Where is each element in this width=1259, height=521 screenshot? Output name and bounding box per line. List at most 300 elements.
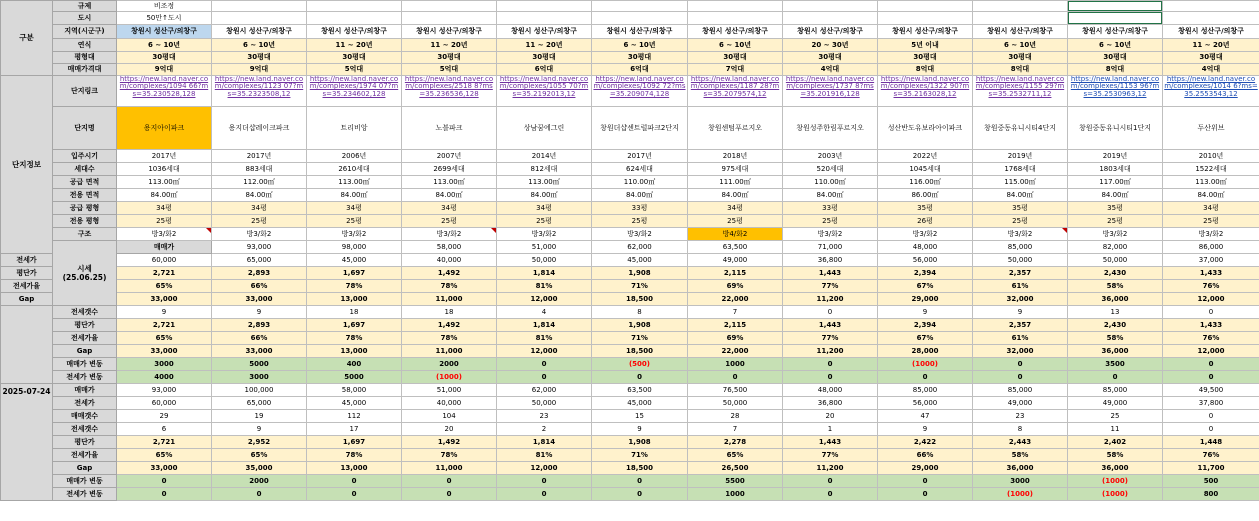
info-cell[interactable]: 25평 — [212, 215, 307, 228]
size-cell[interactable]: 30평대 — [1068, 52, 1163, 64]
date-cell[interactable]: 0 — [497, 475, 592, 488]
market-cell[interactable]: 86,000 — [1163, 241, 1259, 254]
market-cell[interactable]: 77% — [783, 280, 878, 293]
size-cell[interactable]: 30평대 — [212, 52, 307, 64]
date-cell[interactable]: 0 — [783, 488, 878, 501]
info-cell[interactable]: 84.00㎡ — [592, 189, 688, 202]
info-cell[interactable]: 25평 — [783, 215, 878, 228]
age-cell[interactable]: 11 ~ 20년 — [307, 39, 402, 52]
mid-cell[interactable]: 71% — [592, 332, 688, 345]
info-cell[interactable]: 84.00㎡ — [1068, 189, 1163, 202]
mid-cell[interactable]: 0 — [592, 371, 688, 384]
market-cell[interactable]: 71% — [592, 280, 688, 293]
size-cell[interactable]: 30평대 — [878, 52, 973, 64]
date-cell[interactable]: 56,000 — [878, 397, 973, 410]
info-cell[interactable]: 84.00㎡ — [973, 189, 1068, 202]
market-cell[interactable]: 78% — [402, 280, 497, 293]
date-cell[interactable]: 5500 — [688, 475, 783, 488]
date-cell[interactable]: 0 — [212, 488, 307, 501]
info-cell[interactable]: 25평 — [402, 215, 497, 228]
age-cell[interactable]: 6 ~ 10년 — [1068, 39, 1163, 52]
city-cell[interactable] — [973, 12, 1068, 25]
date-cell[interactable]: 85,000 — [1068, 384, 1163, 397]
age-cell[interactable]: 11 ~ 20년 — [497, 39, 592, 52]
market-cell[interactable]: 36,800 — [783, 254, 878, 267]
complex-name[interactable]: 창원센텀푸르지오 — [688, 107, 783, 150]
date-cell[interactable]: 13,000 — [307, 462, 402, 475]
mid-cell[interactable]: 11,000 — [402, 345, 497, 358]
complex-link[interactable]: https://new.land.naver.com/complexes/1055 70?ms=35.2192013,12 — [497, 76, 592, 107]
info-cell[interactable]: 2007년 — [402, 150, 497, 163]
info-cell[interactable]: 25평 — [1068, 215, 1163, 228]
complex-link[interactable]: https://new.land.naver.com/complexes/1092 72?ms=35.209074,128 — [592, 76, 688, 107]
price_band-cell[interactable]: 8억대 — [1068, 64, 1163, 76]
date-cell[interactable]: 47 — [878, 410, 973, 423]
info-cell[interactable]: 2003년 — [783, 150, 878, 163]
market-cell[interactable]: 85,000 — [973, 241, 1068, 254]
regulation-cell[interactable] — [688, 1, 783, 12]
mid-cell[interactable]: 58% — [1068, 332, 1163, 345]
date-cell[interactable]: 11,200 — [783, 462, 878, 475]
market-cell[interactable]: 32,000 — [973, 293, 1068, 306]
date-cell[interactable]: 33,000 — [117, 462, 212, 475]
info-cell[interactable]: 2018년 — [688, 150, 783, 163]
mid-cell[interactable]: 1000 — [688, 358, 783, 371]
info-cell[interactable]: 방3/화2 — [973, 228, 1068, 241]
price_band-cell[interactable]: 8억대 — [973, 64, 1068, 76]
info-cell[interactable]: 34평 — [688, 202, 783, 215]
date-cell[interactable]: 76% — [1163, 449, 1259, 462]
info-cell[interactable]: 86.00㎡ — [878, 189, 973, 202]
size-cell[interactable]: 30평대 — [307, 52, 402, 64]
complex-name[interactable]: 용지아이파크 — [117, 107, 212, 150]
market-cell[interactable]: 2,357 — [973, 267, 1068, 280]
mid-cell[interactable]: 9 — [973, 306, 1068, 319]
date-cell[interactable]: 20 — [783, 410, 878, 423]
mid-cell[interactable]: 3000 — [212, 371, 307, 384]
info-cell[interactable]: 방3/화2 — [1163, 228, 1259, 241]
market-cell[interactable]: 65% — [117, 280, 212, 293]
age-cell[interactable]: 6 ~ 10년 — [592, 39, 688, 52]
info-cell[interactable]: 25평 — [973, 215, 1068, 228]
mid-cell[interactable]: (1000) — [878, 358, 973, 371]
mid-cell[interactable]: 0 — [1163, 371, 1259, 384]
date-cell[interactable]: 77% — [783, 449, 878, 462]
date-cell[interactable]: 36,000 — [973, 462, 1068, 475]
info-cell[interactable]: 방3/화2 — [783, 228, 878, 241]
mid-cell[interactable]: 1,443 — [783, 319, 878, 332]
date-cell[interactable]: (1000) — [1068, 488, 1163, 501]
market-cell[interactable]: 66% — [212, 280, 307, 293]
mid-cell[interactable]: 11,200 — [783, 345, 878, 358]
market-cell[interactable]: 1,433 — [1163, 267, 1259, 280]
mid-cell[interactable]: 3000 — [117, 358, 212, 371]
date-cell[interactable]: 0 — [878, 475, 973, 488]
info-cell[interactable]: 25평 — [592, 215, 688, 228]
market-cell[interactable]: 2,430 — [1068, 267, 1163, 280]
date-cell[interactable]: 58% — [973, 449, 1068, 462]
mid-cell[interactable]: 1,492 — [402, 319, 497, 332]
regulation-cell[interactable] — [783, 1, 878, 12]
market-cell[interactable]: 36,000 — [1068, 293, 1163, 306]
price_band-cell[interactable]: 4억대 — [1163, 64, 1259, 76]
market-cell[interactable]: 12,000 — [1163, 293, 1259, 306]
date-cell[interactable]: 65,000 — [212, 397, 307, 410]
date-cell[interactable]: 17 — [307, 423, 402, 436]
date-cell[interactable]: 0 — [307, 475, 402, 488]
mid-cell[interactable]: 2,115 — [688, 319, 783, 332]
info-cell[interactable]: 111.00㎡ — [688, 176, 783, 189]
mid-cell[interactable]: 2,893 — [212, 319, 307, 332]
mid-cell[interactable]: 3500 — [1068, 358, 1163, 371]
date-cell[interactable]: 93,000 — [117, 384, 212, 397]
age-cell[interactable]: 20 ~ 30년 — [783, 39, 878, 52]
regulation-cell[interactable] — [307, 1, 402, 12]
date-cell[interactable]: 2,952 — [212, 436, 307, 449]
info-cell[interactable]: 113.00㎡ — [117, 176, 212, 189]
date-cell[interactable]: 0 — [878, 488, 973, 501]
date-cell[interactable]: 9 — [212, 423, 307, 436]
date-cell[interactable]: 60,000 — [117, 397, 212, 410]
date-cell[interactable]: 1,697 — [307, 436, 402, 449]
region-cell[interactable]: 창원시 성산구/의창구 — [688, 25, 783, 39]
date-cell[interactable]: 0 — [1163, 423, 1259, 436]
date-cell[interactable]: 36,800 — [783, 397, 878, 410]
info-cell[interactable]: 975세대 — [688, 163, 783, 176]
age-cell[interactable]: 6 ~ 10년 — [212, 39, 307, 52]
complex-link[interactable]: https://new.land.naver.com/complexes/1187 28?ms=35.2079574,12 — [688, 76, 783, 107]
mid-cell[interactable]: 78% — [307, 332, 402, 345]
info-cell[interactable]: 1803세대 — [1068, 163, 1163, 176]
complex-link[interactable]: https://new.land.naver.com/complexes/1014 6?ms=35.2553543,12 — [1163, 76, 1259, 107]
date-cell[interactable]: 0 — [307, 488, 402, 501]
info-cell[interactable]: 25평 — [1163, 215, 1259, 228]
market-cell[interactable]: 63,500 — [688, 241, 783, 254]
mid-cell[interactable]: 0 — [497, 358, 592, 371]
date-cell[interactable]: 0 — [117, 475, 212, 488]
age-cell[interactable]: 6 ~ 10년 — [117, 39, 212, 52]
market-cell[interactable]: 37,000 — [1163, 254, 1259, 267]
complex-name[interactable]: 창원성주한림푸르지오 — [783, 107, 878, 150]
date-cell[interactable]: 11 — [1068, 423, 1163, 436]
date-cell[interactable]: 18,500 — [592, 462, 688, 475]
mid-cell[interactable]: 8 — [592, 306, 688, 319]
mid-cell[interactable]: 18,500 — [592, 345, 688, 358]
city-cell[interactable] — [688, 12, 783, 25]
date-cell[interactable]: 49,500 — [1163, 384, 1259, 397]
info-cell[interactable]: 34평 — [402, 202, 497, 215]
info-cell[interactable]: 1045세대 — [878, 163, 973, 176]
date-cell[interactable]: 28 — [688, 410, 783, 423]
info-cell[interactable]: 84.00㎡ — [117, 189, 212, 202]
info-cell[interactable]: 2022년 — [878, 150, 973, 163]
regulation-cell[interactable] — [402, 1, 497, 12]
price_band-cell[interactable]: 9억대 — [212, 64, 307, 76]
market-cell[interactable]: 1,697 — [307, 267, 402, 280]
date-cell[interactable]: 1,492 — [402, 436, 497, 449]
info-cell[interactable]: 2006년 — [307, 150, 402, 163]
region-cell[interactable]: 창원시 성산구/의창구 — [212, 25, 307, 39]
complex-name[interactable]: 트리비앙 — [307, 107, 402, 150]
info-cell[interactable]: 방3/화2 — [878, 228, 973, 241]
date-cell[interactable]: 2,402 — [1068, 436, 1163, 449]
info-cell[interactable]: 113.00㎡ — [307, 176, 402, 189]
date-cell[interactable]: 35,000 — [212, 462, 307, 475]
date-cell[interactable]: 1 — [783, 423, 878, 436]
complex-link[interactable]: https://new.land.naver.com/complexes/1322 90?ms=35.2163028,12 — [878, 76, 973, 107]
info-cell[interactable]: 25평 — [688, 215, 783, 228]
info-cell[interactable]: 26평 — [878, 215, 973, 228]
info-cell[interactable]: 2017년 — [592, 150, 688, 163]
market-cell[interactable]: 58,000 — [402, 241, 497, 254]
age-cell[interactable]: 6 ~ 10년 — [688, 39, 783, 52]
date-cell[interactable]: 62,000 — [497, 384, 592, 397]
info-cell[interactable]: 2699세대 — [402, 163, 497, 176]
market-cell[interactable]: 60,000 — [117, 254, 212, 267]
market-cell[interactable]: 71,000 — [783, 241, 878, 254]
market-cell[interactable]: 2,721 — [117, 267, 212, 280]
info-cell[interactable]: 2017년 — [212, 150, 307, 163]
market-cell[interactable]: 81% — [497, 280, 592, 293]
mid-cell[interactable]: 9 — [212, 306, 307, 319]
info-cell[interactable]: 2019년 — [1068, 150, 1163, 163]
date-cell[interactable]: 8 — [973, 423, 1068, 436]
date-cell[interactable]: 0 — [592, 475, 688, 488]
complex-link[interactable]: https://new.land.naver.com/complexes/1153 96?ms=35.2530963,12 — [1068, 76, 1163, 107]
date-cell[interactable]: 2 — [497, 423, 592, 436]
market-cell[interactable]: 78% — [307, 280, 402, 293]
market-cell[interactable]: 11,200 — [783, 293, 878, 306]
info-cell[interactable]: 1768세대 — [973, 163, 1068, 176]
price_band-cell[interactable]: 9억대 — [117, 64, 212, 76]
mid-cell[interactable]: 33,000 — [212, 345, 307, 358]
market-cell[interactable]: 82,000 — [1068, 241, 1163, 254]
market-cell[interactable]: 50,000 — [497, 254, 592, 267]
market-cell[interactable]: 2,394 — [878, 267, 973, 280]
date-cell[interactable]: 100,000 — [212, 384, 307, 397]
price_band-cell[interactable]: 7억대 — [688, 64, 783, 76]
market-cell[interactable]: 48,000 — [878, 241, 973, 254]
mid-cell[interactable]: 0 — [878, 371, 973, 384]
date-cell[interactable]: 9 — [592, 423, 688, 436]
mid-cell[interactable]: 33,000 — [117, 345, 212, 358]
date-cell[interactable]: 2,422 — [878, 436, 973, 449]
info-cell[interactable]: 방3/화2 — [497, 228, 592, 241]
date-cell[interactable]: 36,000 — [1068, 462, 1163, 475]
market-cell[interactable]: 1,908 — [592, 267, 688, 280]
info-cell[interactable]: 84.00㎡ — [497, 189, 592, 202]
mid-cell[interactable]: 9 — [878, 306, 973, 319]
info-cell[interactable]: 84.00㎡ — [1163, 189, 1259, 202]
mid-cell[interactable]: 2,357 — [973, 319, 1068, 332]
mid-cell[interactable]: 2000 — [402, 358, 497, 371]
market-cell[interactable]: 2,893 — [212, 267, 307, 280]
size-cell[interactable]: 30평대 — [1163, 52, 1259, 64]
mid-cell[interactable]: 0 — [783, 371, 878, 384]
regulation-cell[interactable] — [973, 1, 1068, 12]
city-cell[interactable] — [307, 12, 402, 25]
info-cell[interactable]: 34평 — [212, 202, 307, 215]
market-cell[interactable]: 33,000 — [117, 293, 212, 306]
info-cell[interactable]: 84.00㎡ — [783, 189, 878, 202]
date-cell[interactable]: 20 — [402, 423, 497, 436]
mid-cell[interactable]: (1000) — [402, 371, 497, 384]
info-cell[interactable]: 624세대 — [592, 163, 688, 176]
date-cell[interactable]: 76,500 — [688, 384, 783, 397]
info-cell[interactable]: 84.00㎡ — [688, 189, 783, 202]
mid-cell[interactable]: 4 — [497, 306, 592, 319]
info-cell[interactable]: 1522세대 — [1163, 163, 1259, 176]
date-cell[interactable]: 11,700 — [1163, 462, 1259, 475]
info-cell[interactable]: 520세대 — [783, 163, 878, 176]
info-cell[interactable]: 35평 — [1068, 202, 1163, 215]
info-cell[interactable]: 117.00㎡ — [1068, 176, 1163, 189]
date-cell[interactable]: 112 — [307, 410, 402, 423]
mid-cell[interactable]: 66% — [212, 332, 307, 345]
info-cell[interactable]: 110.00㎡ — [783, 176, 878, 189]
date-cell[interactable]: 2,278 — [688, 436, 783, 449]
complex-link[interactable]: https://new.land.naver.com/complexes/1123 07?ms=35.2323508,12 — [212, 76, 307, 107]
date-cell[interactable]: 0 — [402, 475, 497, 488]
date-cell[interactable]: 0 — [497, 488, 592, 501]
info-cell[interactable]: 방4/화2 — [688, 228, 783, 241]
info-cell[interactable]: 34평 — [307, 202, 402, 215]
mid-cell[interactable]: 2,430 — [1068, 319, 1163, 332]
mid-cell[interactable]: 67% — [878, 332, 973, 345]
date-cell[interactable]: 25 — [1068, 410, 1163, 423]
mid-cell[interactable]: 28,000 — [878, 345, 973, 358]
date-cell[interactable]: 2,443 — [973, 436, 1068, 449]
info-cell[interactable]: 84.00㎡ — [212, 189, 307, 202]
date-cell[interactable]: 48,000 — [783, 384, 878, 397]
market-cell[interactable]: 98,000 — [307, 241, 402, 254]
mid-cell[interactable]: 0 — [1068, 371, 1163, 384]
market-cell[interactable]: 62,000 — [592, 241, 688, 254]
complex-name[interactable]: 노블파크 — [402, 107, 497, 150]
date-cell[interactable]: 50,000 — [688, 397, 783, 410]
date-cell[interactable]: 0 — [1163, 410, 1259, 423]
market-cell[interactable]: 50,000 — [973, 254, 1068, 267]
mid-cell[interactable]: 400 — [307, 358, 402, 371]
mid-cell[interactable]: 0 — [497, 371, 592, 384]
market-cell[interactable]: 1,492 — [402, 267, 497, 280]
mid-cell[interactable]: 5000 — [212, 358, 307, 371]
info-cell[interactable]: 84.00㎡ — [307, 189, 402, 202]
mid-cell[interactable]: 1,908 — [592, 319, 688, 332]
market-cell[interactable]: 51,000 — [497, 241, 592, 254]
mid-cell[interactable]: 0 — [783, 306, 878, 319]
info-cell[interactable]: 2010년 — [1163, 150, 1259, 163]
mid-cell[interactable]: 0 — [1163, 306, 1259, 319]
date-cell[interactable]: 0 — [592, 488, 688, 501]
age-cell[interactable]: 11 ~ 20년 — [402, 39, 497, 52]
date-cell[interactable]: 6 — [117, 423, 212, 436]
date-cell[interactable]: 1,448 — [1163, 436, 1259, 449]
mid-cell[interactable]: 76% — [1163, 332, 1259, 345]
price_band-cell[interactable]: 8억대 — [878, 64, 973, 76]
market-cell[interactable]: 18,500 — [592, 293, 688, 306]
age-cell[interactable]: 6 ~ 10년 — [973, 39, 1068, 52]
mid-cell[interactable]: 78% — [402, 332, 497, 345]
mid-cell[interactable]: 18 — [307, 306, 402, 319]
complex-link[interactable]: https://new.land.naver.com/complexes/1737 8?ms=35.201916,128 — [783, 76, 878, 107]
market-cell[interactable]: 1,443 — [783, 267, 878, 280]
info-cell[interactable]: 방3/화2 — [1068, 228, 1163, 241]
mid-cell[interactable]: (500) — [592, 358, 688, 371]
size-cell[interactable]: 30평대 — [783, 52, 878, 64]
date-cell[interactable]: 104 — [402, 410, 497, 423]
date-cell[interactable]: 49,000 — [973, 397, 1068, 410]
regulation-cell[interactable]: 비조정 — [117, 1, 212, 12]
city-cell[interactable] — [212, 12, 307, 25]
info-cell[interactable]: 방3/화2 — [117, 228, 212, 241]
info-cell[interactable]: 1036세대 — [117, 163, 212, 176]
market-cell[interactable]: 50,000 — [1068, 254, 1163, 267]
date-cell[interactable]: (1000) — [1068, 475, 1163, 488]
market-cell[interactable]: 40,000 — [402, 254, 497, 267]
mid-cell[interactable]: 2,394 — [878, 319, 973, 332]
date-cell[interactable]: 65% — [212, 449, 307, 462]
date-cell[interactable]: 65% — [117, 449, 212, 462]
date-cell[interactable]: 11,000 — [402, 462, 497, 475]
market-cell[interactable]: 1,814 — [497, 267, 592, 280]
info-cell[interactable]: 2019년 — [973, 150, 1068, 163]
date-cell[interactable]: 15 — [592, 410, 688, 423]
market-cell[interactable]: 45,000 — [307, 254, 402, 267]
mid-cell[interactable]: 13,000 — [307, 345, 402, 358]
region-cell[interactable]: 창원시 성산구/의창구 — [783, 25, 878, 39]
complex-link[interactable]: https://new.land.naver.com/complexes/1974 07?ms=35.234602,128 — [307, 76, 402, 107]
price_band-cell[interactable]: 5억대 — [307, 64, 402, 76]
price_band-cell[interactable]: 4억대 — [783, 64, 878, 76]
age-cell[interactable]: 11 ~ 20년 — [1163, 39, 1259, 52]
age-cell[interactable]: 5년 이내 — [878, 39, 973, 52]
info-cell[interactable]: 110.00㎡ — [592, 176, 688, 189]
mid-cell[interactable]: 32,000 — [973, 345, 1068, 358]
mid-cell[interactable]: 0 — [1163, 358, 1259, 371]
info-cell[interactable]: 112.00㎡ — [212, 176, 307, 189]
date-cell[interactable]: 45,000 — [307, 397, 402, 410]
mid-cell[interactable]: 81% — [497, 332, 592, 345]
date-cell[interactable]: 23 — [973, 410, 1068, 423]
mid-cell[interactable]: 0 — [783, 358, 878, 371]
region-cell[interactable]: 창원시 성산구/의창구 — [592, 25, 688, 39]
date-cell[interactable]: 81% — [497, 449, 592, 462]
date-cell[interactable]: 49,000 — [1068, 397, 1163, 410]
date-cell[interactable]: 12,000 — [497, 462, 592, 475]
market-cell[interactable]: 11,000 — [402, 293, 497, 306]
info-cell[interactable]: 2610세대 — [307, 163, 402, 176]
info-cell[interactable]: 2017년 — [117, 150, 212, 163]
date-cell[interactable]: 1,908 — [592, 436, 688, 449]
info-cell[interactable]: 113.00㎡ — [497, 176, 592, 189]
city-cell[interactable]: 50만↑도시 — [117, 12, 212, 25]
date-cell[interactable]: 0 — [117, 488, 212, 501]
info-cell[interactable]: 방3/화2 — [402, 228, 497, 241]
mid-cell[interactable]: 2,721 — [117, 319, 212, 332]
info-cell[interactable]: 35평 — [878, 202, 973, 215]
regulation-cell[interactable] — [497, 1, 592, 12]
date-cell[interactable]: 1,814 — [497, 436, 592, 449]
mid-cell[interactable]: 36,000 — [1068, 345, 1163, 358]
mid-cell[interactable]: 4000 — [117, 371, 212, 384]
date-cell[interactable]: (1000) — [973, 488, 1068, 501]
info-cell[interactable]: 883세대 — [212, 163, 307, 176]
city-cell[interactable] — [402, 12, 497, 25]
regulation-cell[interactable] — [592, 1, 688, 12]
region-cell[interactable]: 창원시 성산구/의창구 — [117, 25, 212, 39]
mid-cell[interactable]: 5000 — [307, 371, 402, 384]
